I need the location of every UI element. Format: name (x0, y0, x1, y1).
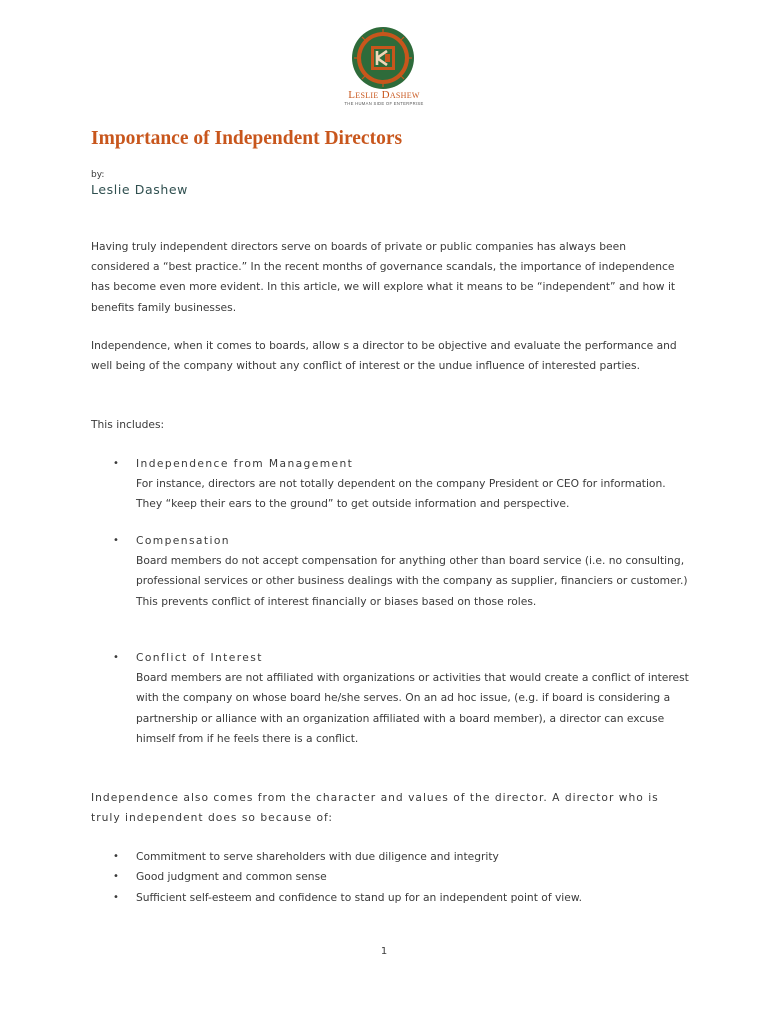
logo-tagline: THE HUMAN SIDE OF ENTERPRISE (344, 101, 424, 106)
includes-label: This includes: (91, 418, 165, 431)
list-bullet: • (113, 652, 119, 663)
list-bullet: • (113, 851, 119, 862)
item-body: Board members do not accept compensation for anything other than board service (i.e. no consulting, professional services or other business dealings with the company as supplier, financiers or customer.) This prevents conflict of interest financially or biases based on those roles. (136, 554, 688, 608)
byline-label: by: (91, 170, 105, 180)
list-item (136, 648, 691, 749)
list-item (136, 454, 691, 515)
leslie-dashew-logo-icon (349, 26, 417, 90)
intro-paragraph: Having truly independent directors serve on boards of private or public companies has always been considered a “best practice.” In the recent months of governance scandals, the importance of independence has become even more evident. In this article, we will explore what it means to be “independent” and how it benefits family businesses. (91, 240, 676, 314)
list-bullet: • (113, 535, 119, 546)
list-bullet: • (113, 458, 119, 469)
list-bullet: • (113, 892, 119, 903)
item-body: Board members are not affiliated with organizations or activities that would create a conflict of interest with the company on whose board he/she serves. On an ad hoc issue, (e.g. if board is considering a partnership or alliance with an organization affiliated with a board member), a director can excuse himself from if he feels there is a conflict. (136, 671, 689, 745)
character-paragraph: Independence also comes from the character and values of the director. A director who is truly independent does so because of: (91, 791, 659, 825)
page-number: 1 (380, 946, 388, 957)
list-item: Good judgment and common sense (136, 870, 327, 883)
list-item (136, 531, 691, 612)
item-heading: Independence from Management (136, 457, 354, 470)
item-body: For instance, directors are not totally dependent on the company President or CEO for information. They “keep their ears to the ground” to get outside information and perspective. (136, 477, 666, 511)
author-name: Leslie Dashew (91, 182, 188, 197)
list-item: Sufficient self-esteem and confidence to stand up for an independent point of view. (136, 891, 583, 904)
list-item: Commitment to serve shareholders with due diligence and integrity (136, 850, 499, 863)
independence-paragraph: Independence, when it comes to boards, allow s a director to be objective and evaluate the performance and well being of the company without any conflict of interest or the undue influence of interested parties. (91, 339, 677, 373)
item-heading: Conflict of Interest (136, 651, 263, 664)
item-heading: Compensation (136, 534, 230, 547)
logo-wordmark: Leslie Dashew (348, 89, 420, 101)
list-bullet: • (113, 871, 119, 882)
document-title: Importance of Independent Directors (91, 128, 403, 149)
